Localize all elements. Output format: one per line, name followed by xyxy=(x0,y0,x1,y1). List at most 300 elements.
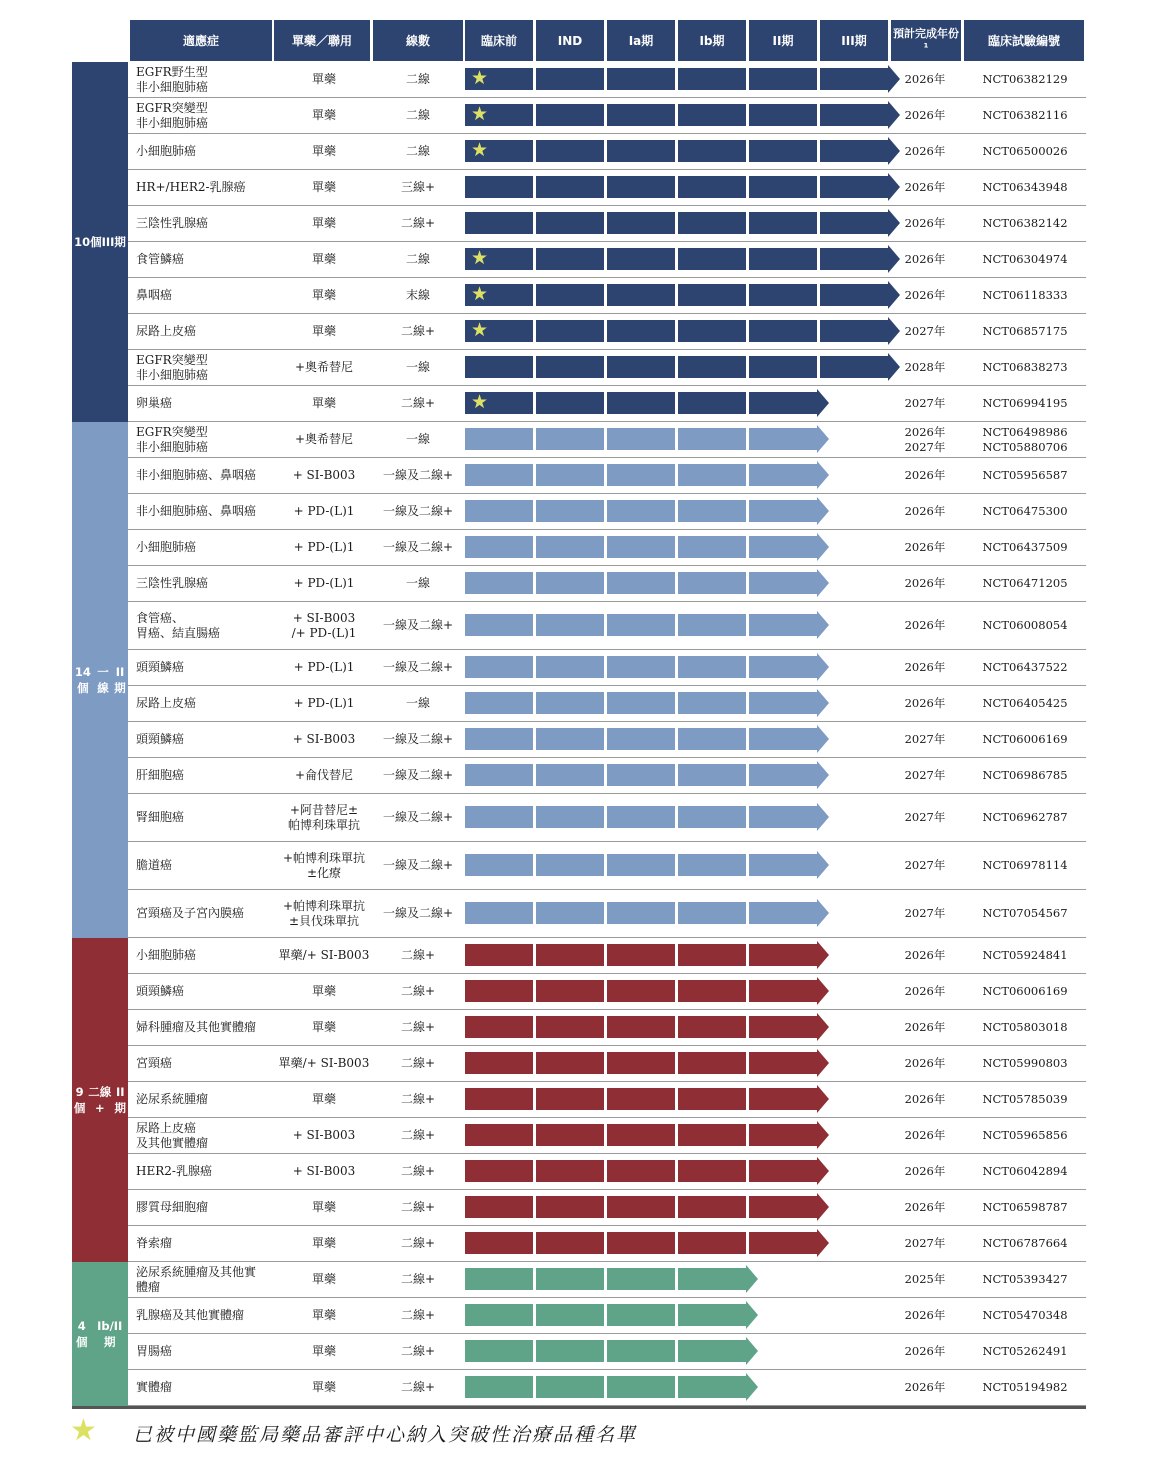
progress-segment xyxy=(536,1232,604,1254)
drug-cell xyxy=(274,794,374,841)
year-cell-line: 2027年 xyxy=(904,732,946,746)
column-header: III期 xyxy=(820,20,888,61)
indication-cell xyxy=(136,938,274,973)
progress-segment xyxy=(536,614,604,636)
indication-cell-text xyxy=(136,768,184,783)
drug-cell-text xyxy=(312,288,336,303)
indication-cell-text xyxy=(136,1121,208,1151)
legend-text: 已被中國藥監局藥品審評中心納入突破性治療品種名單 xyxy=(133,1424,638,1446)
progress-segment xyxy=(820,176,888,198)
progress-segment xyxy=(536,248,604,270)
progress-segment xyxy=(465,1160,533,1182)
nct-cell-line: NCT06500026 xyxy=(982,144,1068,158)
year-cell-text xyxy=(905,1056,946,1071)
drug-cell-line: 單藥 xyxy=(311,1308,336,1322)
group-label-line: III期 xyxy=(101,235,126,249)
nct-cell-line: NCT06437522 xyxy=(982,660,1068,674)
progress-segment xyxy=(749,284,817,306)
progress-arrow-tip xyxy=(888,137,900,165)
year-cell-text xyxy=(905,252,946,267)
year-cell-line: 2026年 xyxy=(904,1380,946,1394)
year-cell-line: 2026年 xyxy=(904,252,946,266)
nct-cell-text xyxy=(982,618,1067,633)
drug-cell xyxy=(274,206,374,241)
progress-segment xyxy=(607,614,675,636)
progress-segment xyxy=(536,212,604,234)
progress-segment xyxy=(820,320,888,342)
nct-cell-text xyxy=(982,108,1067,123)
year-cell xyxy=(884,1298,966,1333)
indication-cell xyxy=(136,494,274,529)
group-label-line: II期 xyxy=(114,1085,126,1115)
year-cell-line: 2026年 xyxy=(904,1164,946,1178)
progress-segment xyxy=(678,392,746,414)
progress-segment xyxy=(678,656,746,678)
nct-cell-text xyxy=(982,324,1067,339)
star-icon: ★ xyxy=(471,391,489,413)
drug-cell-line: 單藥 xyxy=(311,1092,336,1106)
progress-arrow-tip xyxy=(888,353,900,381)
nct-cell-text xyxy=(982,425,1067,455)
progress-segment xyxy=(749,764,817,786)
indication-cell-text xyxy=(136,948,196,963)
year-cell-line: 2026年 xyxy=(904,660,946,674)
progress-segment xyxy=(678,1376,746,1398)
drug-cell-line: 單藥 xyxy=(311,252,336,266)
star-icon: ★ xyxy=(471,139,489,161)
progress-segment xyxy=(607,1196,675,1218)
nct-cell xyxy=(966,170,1084,205)
year-cell-line: 2026年 xyxy=(904,1056,946,1070)
year-cell xyxy=(884,842,966,889)
nct-cell-text xyxy=(982,468,1067,483)
progress-segment xyxy=(536,692,604,714)
progress-arrow-tip xyxy=(746,1337,758,1365)
year-cell-text xyxy=(905,768,946,783)
indication-cell-text xyxy=(136,216,208,231)
indication-cell-line: 胃癌、結直腸癌 xyxy=(136,625,221,640)
nct-cell-line: NCT05393427 xyxy=(982,1272,1068,1286)
progress-segment xyxy=(678,104,746,126)
line-cell: 二線+ xyxy=(400,1200,436,1214)
indication-cell xyxy=(136,458,274,493)
progress-segment xyxy=(678,728,746,750)
line-cell: 一線及二線+ xyxy=(382,732,454,746)
progress-segment xyxy=(749,392,817,414)
drug-cell-text xyxy=(312,1236,336,1251)
nct-cell xyxy=(966,842,1084,889)
progress-segment xyxy=(607,1124,675,1146)
progress-segment xyxy=(678,1340,746,1362)
column-header: 臨床前 xyxy=(465,20,533,61)
drug-cell-line: 單藥 xyxy=(311,1344,336,1358)
year-cell-line: 2026年 xyxy=(904,1344,946,1358)
progress-segment xyxy=(678,1304,746,1326)
indication-cell-text xyxy=(136,660,184,675)
drug-cell-line: + PD-(L)1 xyxy=(293,660,355,674)
indication-cell xyxy=(136,314,274,349)
indication-cell-line: 尿路上皮癌 xyxy=(136,696,197,710)
indication-cell xyxy=(136,98,274,133)
nct-cell-line: NCT06994195 xyxy=(982,396,1068,410)
progress-segment xyxy=(820,284,888,306)
drug-cell-line: +侖伐替尼 xyxy=(294,768,354,782)
progress-segment xyxy=(749,1196,817,1218)
nct-cell xyxy=(966,278,1084,313)
progress-segment xyxy=(820,140,888,162)
progress-segment xyxy=(536,1124,604,1146)
line-cell: 二線+ xyxy=(400,1308,436,1322)
year-cell xyxy=(884,422,966,457)
drug-cell-text xyxy=(292,611,357,641)
star-icon: ★ xyxy=(471,283,489,305)
nct-cell xyxy=(966,1046,1084,1081)
nct-cell-text xyxy=(982,810,1067,825)
indication-cell-text xyxy=(136,504,256,519)
progress-segment xyxy=(678,1196,746,1218)
year-cell-text xyxy=(905,984,946,999)
nct-cell-line: NCT06475300 xyxy=(982,504,1068,518)
indication-cell xyxy=(136,1262,274,1297)
year-cell-text xyxy=(905,360,946,375)
drug-cell-text xyxy=(312,1092,336,1107)
drug-cell xyxy=(274,890,374,937)
drug-cell-text xyxy=(294,540,355,555)
year-cell-text xyxy=(905,1200,946,1215)
progress-arrow-tip xyxy=(817,941,829,969)
progress-segment xyxy=(749,1124,817,1146)
drug-cell-text xyxy=(293,1128,356,1143)
progress-arrow-tip xyxy=(817,425,829,453)
nct-cell-text xyxy=(982,72,1067,87)
progress-segment xyxy=(465,1196,533,1218)
progress-segment xyxy=(749,248,817,270)
progress-segment xyxy=(749,356,817,378)
indication-cell-line: 卵巢癌 xyxy=(136,396,173,410)
year-cell xyxy=(884,386,966,421)
drug-cell-text xyxy=(312,324,336,339)
progress-arrow-tip xyxy=(817,461,829,489)
drug-cell-text xyxy=(312,1020,336,1035)
drug-cell-text xyxy=(294,696,355,711)
progress-arrow-tip xyxy=(817,653,829,681)
year-cell-line: 2027年 xyxy=(904,324,946,338)
line-cell: 一線及二線+ xyxy=(382,858,454,872)
nct-cell-text xyxy=(982,1308,1067,1323)
drug-cell-text xyxy=(312,1200,336,1215)
year-cell xyxy=(884,1154,966,1189)
year-cell xyxy=(884,1334,966,1369)
progress-segment xyxy=(678,68,746,90)
drug-cell-line: 單藥/+ SI-B003 xyxy=(278,1056,370,1070)
progress-segment xyxy=(749,464,817,486)
nct-cell-text xyxy=(982,252,1067,267)
year-cell xyxy=(884,794,966,841)
progress-segment xyxy=(607,500,675,522)
year-cell-line: 2027年 xyxy=(904,810,946,824)
indication-cell-line: 頭頸鱗癌 xyxy=(136,732,185,746)
year-cell xyxy=(884,458,966,493)
progress-segment xyxy=(678,692,746,714)
progress-segment xyxy=(607,212,675,234)
progress-segment xyxy=(536,284,604,306)
nct-cell xyxy=(966,1010,1084,1045)
drug-cell xyxy=(274,278,374,313)
year-cell-text xyxy=(905,540,946,555)
progress-arrow-tip xyxy=(817,1193,829,1221)
year-cell-line: 2027年 xyxy=(904,1236,946,1250)
drug-cell-text xyxy=(312,108,336,123)
progress-segment xyxy=(678,1052,746,1074)
drug-cell-line: 單藥 xyxy=(311,216,336,230)
year-cell-text xyxy=(905,1128,946,1143)
progress-segment xyxy=(536,176,604,198)
indication-cell-line: 婦科腫瘤及其他實體瘤 xyxy=(136,1020,257,1034)
line-cell: 三線+ xyxy=(400,180,436,194)
nct-cell xyxy=(966,1370,1084,1405)
nct-cell xyxy=(966,722,1084,757)
year-cell-text xyxy=(905,324,946,339)
drug-cell-line: 單藥 xyxy=(311,1200,336,1214)
nct-cell-line: NCT05803018 xyxy=(982,1020,1068,1034)
progress-segment xyxy=(820,104,888,126)
nct-cell-line: NCT05924841 xyxy=(982,948,1068,962)
progress-segment xyxy=(607,692,675,714)
progress-segment xyxy=(536,1376,604,1398)
nct-cell-line: NCT06857175 xyxy=(982,324,1068,338)
progress-segment xyxy=(536,536,604,558)
nct-cell xyxy=(966,890,1084,937)
progress-arrow-tip xyxy=(817,1013,829,1041)
progress-segment xyxy=(607,1088,675,1110)
year-cell-line: 2026年 xyxy=(904,180,946,194)
progress-segment xyxy=(749,212,817,234)
year-cell-text xyxy=(905,180,946,195)
nct-cell xyxy=(966,386,1084,421)
indication-cell-text xyxy=(136,425,208,455)
drug-cell xyxy=(274,62,374,97)
progress-segment xyxy=(678,1016,746,1038)
year-cell xyxy=(884,530,966,565)
year-cell-line: 2026年 xyxy=(904,108,946,122)
progress-segment xyxy=(536,1304,604,1326)
drug-cell-line: 單藥 xyxy=(311,984,336,998)
drug-cell xyxy=(274,1298,374,1333)
nct-cell xyxy=(966,1154,1084,1189)
year-cell-text xyxy=(905,660,946,675)
progress-segment xyxy=(678,944,746,966)
drug-cell-text xyxy=(279,1056,370,1071)
drug-cell-text xyxy=(293,468,356,483)
indication-cell-line: 鼻咽癌 xyxy=(136,288,173,302)
indication-cell-line: 三陰性乳腺癌 xyxy=(136,216,209,230)
group-label xyxy=(72,1262,128,1406)
year-cell-line: 2026年 xyxy=(904,576,946,590)
indication-cell-line: EGFR野生型 xyxy=(136,64,208,79)
drug-cell-text xyxy=(279,948,370,963)
progress-segment xyxy=(678,764,746,786)
nct-cell-line: NCT05965856 xyxy=(982,1128,1068,1142)
progress-segment xyxy=(607,536,675,558)
year-cell-text xyxy=(905,108,946,123)
progress-segment xyxy=(678,356,746,378)
progress-arrow-tip xyxy=(817,533,829,561)
column-header: Ib期 xyxy=(678,20,746,61)
nct-cell xyxy=(966,62,1084,97)
indication-cell-text xyxy=(136,353,208,383)
progress-segment xyxy=(607,1016,675,1038)
nct-cell xyxy=(966,1082,1084,1117)
drug-cell-line: 單藥 xyxy=(311,1236,336,1250)
indication-cell xyxy=(136,1046,274,1081)
drug-cell-text xyxy=(312,984,336,999)
drug-cell xyxy=(274,386,374,421)
progress-segment xyxy=(536,764,604,786)
indication-cell-line: 小細胞肺癌 xyxy=(136,540,197,554)
nct-cell-text xyxy=(982,1092,1067,1107)
year-cell xyxy=(884,1118,966,1153)
nct-cell-text xyxy=(982,288,1067,303)
drug-cell-line: +阿昔替尼± xyxy=(289,802,359,817)
nct-cell xyxy=(966,650,1084,685)
progress-segment xyxy=(536,356,604,378)
progress-segment xyxy=(607,764,675,786)
progress-arrow-tip xyxy=(817,725,829,753)
nct-cell-line: NCT06304974 xyxy=(982,252,1068,266)
nct-cell xyxy=(966,1334,1084,1369)
drug-cell xyxy=(274,566,374,601)
line-cell: 末線 xyxy=(405,288,430,302)
column-header: 單藥／聯用 xyxy=(274,20,370,61)
star-icon: ★ xyxy=(471,319,489,341)
drug-cell-text xyxy=(295,768,353,783)
progress-arrow-tip xyxy=(746,1301,758,1329)
indication-cell-text xyxy=(136,180,246,195)
progress-segment xyxy=(820,356,888,378)
year-cell-line: 2026年 xyxy=(904,540,946,554)
column-header: 臨床試驗編號 xyxy=(964,20,1084,61)
line-cell: 二線+ xyxy=(400,216,436,230)
year-cell xyxy=(884,602,966,649)
year-cell-text xyxy=(905,858,946,873)
indication-cell-line: 三陰性乳腺癌 xyxy=(136,576,209,590)
drug-cell-text xyxy=(312,1308,336,1323)
nct-cell-line: NCT05880706 xyxy=(982,439,1068,454)
star-icon: ★ xyxy=(471,67,489,89)
nct-cell xyxy=(966,494,1084,529)
year-cell-line: 2027年 xyxy=(904,439,946,454)
nct-cell-text xyxy=(982,360,1067,375)
drug-cell-line: + PD-(L)1 xyxy=(293,696,355,710)
progress-segment xyxy=(536,1088,604,1110)
indication-cell-text xyxy=(136,984,184,999)
progress-segment xyxy=(749,1052,817,1074)
nct-cell xyxy=(966,566,1084,601)
progress-arrow-tip xyxy=(817,803,829,831)
progress-segment xyxy=(678,500,746,522)
progress-segment xyxy=(678,854,746,876)
nct-cell xyxy=(966,602,1084,649)
drug-cell-line: +奧希替尼 xyxy=(294,360,354,374)
progress-segment xyxy=(465,464,533,486)
progress-arrow-tip xyxy=(746,1265,758,1293)
year-cell-line: 2026年 xyxy=(904,1128,946,1142)
progress-segment xyxy=(536,980,604,1002)
progress-segment xyxy=(536,428,604,450)
nct-cell-line: NCT05470348 xyxy=(982,1308,1068,1322)
progress-arrow-tip xyxy=(746,1373,758,1401)
year-cell-line: 2026年 xyxy=(904,948,946,962)
year-cell xyxy=(884,1262,966,1297)
progress-segment xyxy=(749,176,817,198)
progress-segment xyxy=(465,572,533,594)
nct-cell-line: NCT06787664 xyxy=(982,1236,1068,1250)
progress-segment xyxy=(536,1268,604,1290)
drug-cell-text xyxy=(295,432,353,447)
line-cell: 二線+ xyxy=(400,1344,436,1358)
group-label-line: 10個 xyxy=(74,235,102,249)
year-cell-text xyxy=(905,696,946,711)
year-cell-line: 2025年 xyxy=(904,1272,946,1286)
nct-cell-line: NCT06042894 xyxy=(982,1164,1068,1178)
progress-segment xyxy=(536,500,604,522)
indication-cell-line: 宮頸癌 xyxy=(136,1056,173,1070)
progress-segment xyxy=(678,536,746,558)
drug-cell xyxy=(274,98,374,133)
nct-cell-line: NCT06978114 xyxy=(982,858,1068,872)
indication-cell xyxy=(136,722,274,757)
drug-cell-text xyxy=(294,504,355,519)
indication-cell xyxy=(136,1082,274,1117)
nct-cell-line: NCT05956587 xyxy=(982,468,1068,482)
indication-cell xyxy=(136,1298,274,1333)
year-cell-line: 2026年 xyxy=(904,144,946,158)
progress-segment xyxy=(678,284,746,306)
progress-segment xyxy=(749,944,817,966)
nct-cell-line: NCT06118333 xyxy=(982,288,1068,302)
progress-segment xyxy=(536,104,604,126)
nct-cell-line: NCT06006169 xyxy=(982,984,1068,998)
progress-arrow-tip xyxy=(817,1049,829,1077)
progress-segment xyxy=(749,1232,817,1254)
progress-segment xyxy=(678,806,746,828)
indication-cell-text xyxy=(136,576,208,591)
nct-cell-text xyxy=(982,732,1067,747)
year-cell-text xyxy=(905,1344,946,1359)
nct-cell-text xyxy=(982,984,1067,999)
year-cell xyxy=(884,1010,966,1045)
progress-segment xyxy=(465,212,533,234)
drug-cell xyxy=(274,974,374,1009)
progress-segment xyxy=(536,320,604,342)
indication-cell-line: 宮頸癌及子宮內膜癌 xyxy=(136,906,245,920)
progress-segment xyxy=(536,1016,604,1038)
indication-cell-line: HR+/HER2-乳腺癌 xyxy=(136,180,246,194)
progress-segment xyxy=(749,854,817,876)
progress-segment xyxy=(607,320,675,342)
drug-cell xyxy=(274,722,374,757)
indication-cell-text xyxy=(136,611,220,641)
progress-segment xyxy=(607,728,675,750)
drug-cell-text xyxy=(312,216,336,231)
drug-cell-line: 帕博利珠單抗 xyxy=(287,817,360,832)
drug-cell-text xyxy=(294,576,355,591)
line-cell: 一線及二線+ xyxy=(382,618,454,632)
year-cell-text xyxy=(905,144,946,159)
nct-cell-text xyxy=(982,660,1067,675)
drug-cell-line: 單藥 xyxy=(311,324,336,338)
year-cell-text xyxy=(905,576,946,591)
